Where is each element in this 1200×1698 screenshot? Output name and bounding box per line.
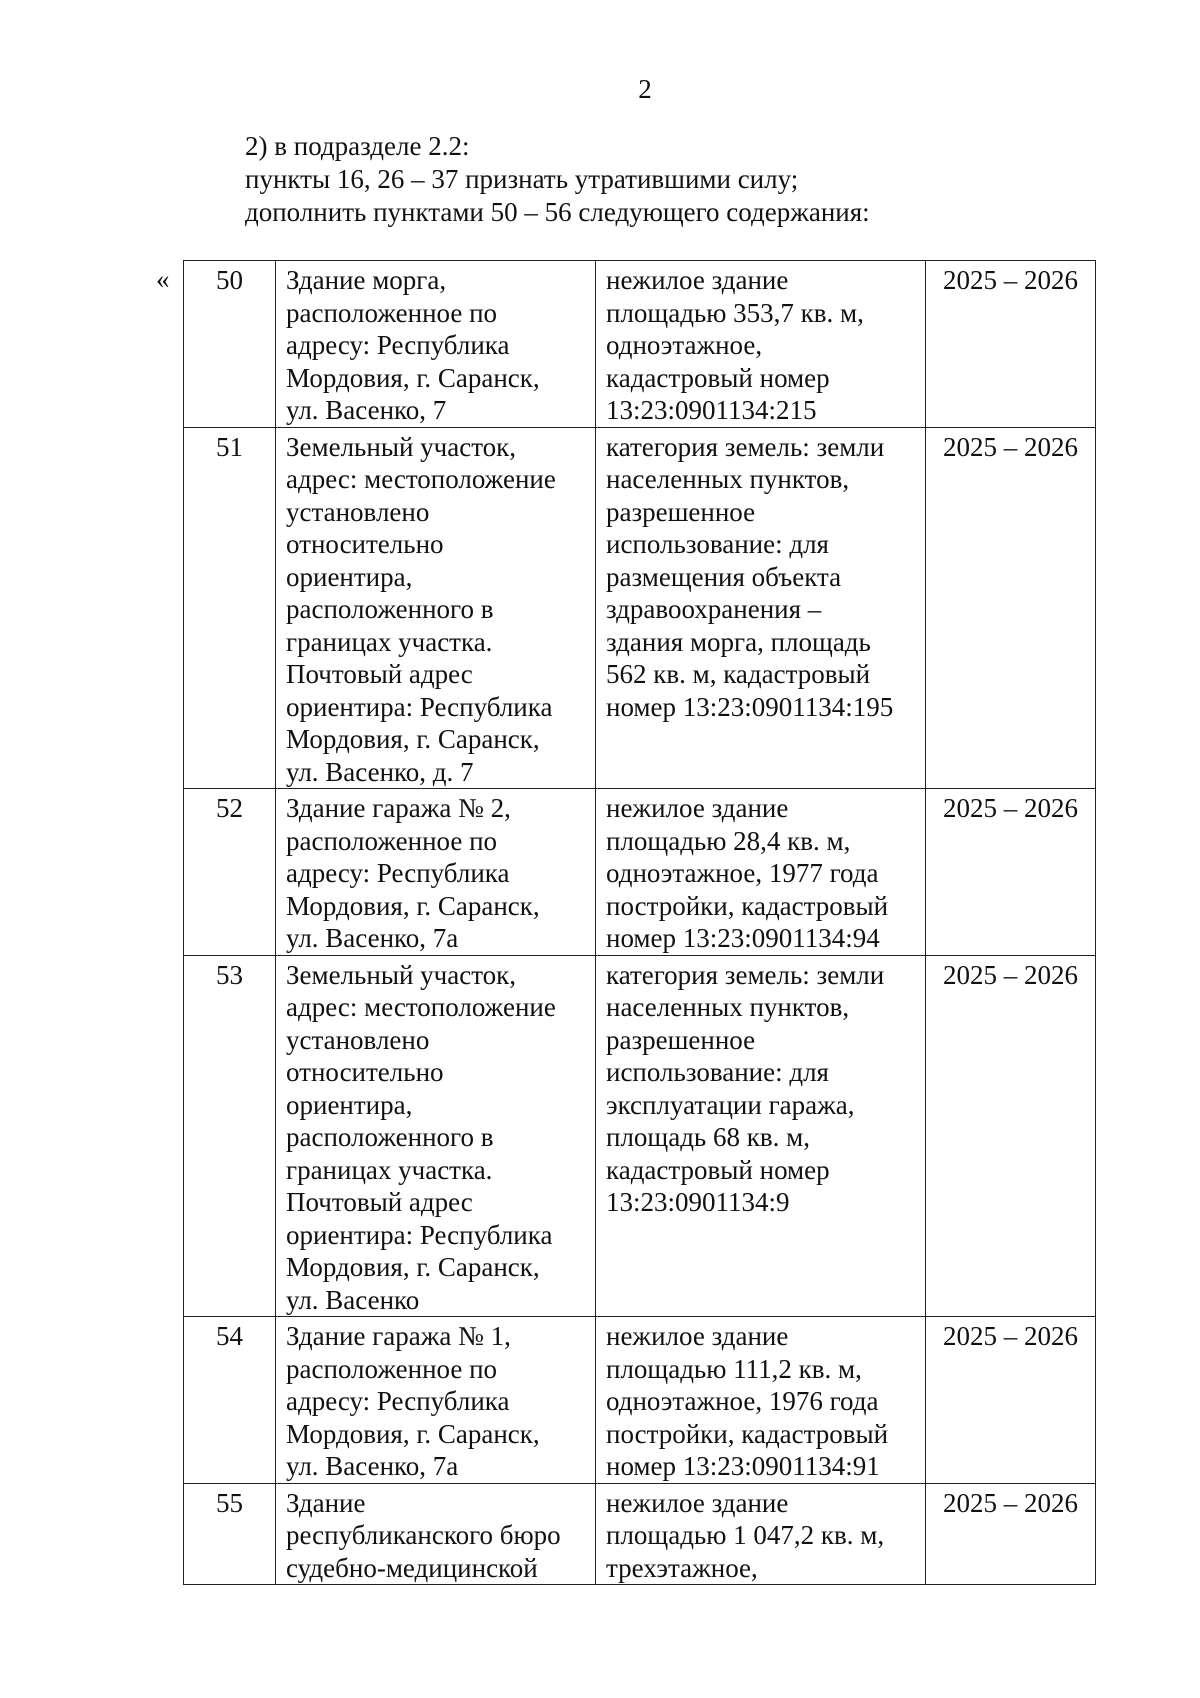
item-number: 50 [184,261,276,428]
item-description-line: эксплуатации гаража, [606,1089,855,1120]
item-name-line: ул. Васенко, 7а [286,923,459,953]
item-name-line: адрес: местоположение [286,992,556,1022]
intro-text [245,130,870,229]
item-name [276,1483,596,1585]
item-name-line: ориентира, [286,561,413,592]
item-description-line: площадью 353,7 кв. м, [606,297,864,328]
item-description-line: площадь 68 кв. м, [606,1122,810,1152]
item-description-line: 562 кв. м, кадастровый [606,659,871,689]
table-row [184,789,1096,956]
item-name-line: Почтовый адрес [286,659,473,689]
item-name-line: Мордовия, г. Саранск, [286,724,540,754]
item-description-line: нежилое здание [606,1487,789,1518]
item-name-line: установлено [286,496,430,527]
item-name-line: ориентира, [286,1089,413,1120]
item-description-line: кадастровый номер [606,1154,830,1185]
item-name-line: Мордовия, г. Саранск, [286,1418,540,1449]
item-description-line: площадью 1 047,2 кв. м, [606,1520,885,1550]
item-description-line: постройки, кадастровый [606,890,889,921]
item-name-line: ул. Васенко, 7а [286,1451,459,1481]
table-row [184,261,1096,428]
item-name-line: Мордовия, г. Саранск, [286,1252,540,1282]
item-name-line: ориентира: Республика [286,691,553,722]
item-years: 2025 – 2026 [926,261,1096,428]
item-name-line: Почтовый адрес [286,1187,473,1217]
item-description [596,427,926,789]
item-description-line: размещения объекта [606,561,842,592]
item-name-line: относительно [286,529,444,559]
item-description [596,789,926,956]
items-table [183,260,1096,1585]
item-name-line: расположенного в [286,1122,494,1152]
item-description-line: кадастровый номер [606,362,830,393]
item-name-line: ориентира: Республика [286,1219,553,1250]
table-row [184,1317,1096,1484]
item-name-line: республиканского бюро [286,1520,561,1550]
item-description-line: площадью 28,4 кв. м, [606,825,851,856]
item-description-line: нежилое здание [606,793,789,823]
item-description-line: разрешенное [606,1024,756,1055]
item-description-line: категория земель: земли [606,959,885,990]
item-description-line: нежилое здание [606,265,789,295]
item-name-line: границах участка. [286,626,493,657]
table-row [184,427,1096,789]
item-years: 2025 – 2026 [926,789,1096,956]
intro-line-2: пункты 16, 26 – 37 признать утратившими силу; [245,164,799,194]
opening-quote: « [156,264,170,294]
item-description-line: 13:23:0901134:9 [606,1187,790,1217]
item-number: 52 [184,789,276,956]
item-years: 2025 – 2026 [926,955,1096,1317]
item-name-line: Здание гаража № 1, [286,1321,511,1351]
item-name-line: Мордовия, г. Саранск, [286,890,540,921]
item-name-line: Мордовия, г. Саранск, [286,362,540,393]
item-name-line: установлено [286,1024,430,1055]
item-description-line: здравоохранения – [606,594,822,624]
item-number: 54 [184,1317,276,1484]
item-number: 51 [184,427,276,789]
item-description-line: использование: для [606,529,829,559]
item-number: 53 [184,955,276,1317]
item-description-line: населенных пунктов, [606,992,850,1022]
item-years: 2025 – 2026 [926,1317,1096,1484]
item-name-line: ул. Васенко, 7 [286,395,447,425]
item-name [276,789,596,956]
item-description-line: категория земель: земли [606,431,885,462]
item-description-line: здания морга, площадь [606,626,871,657]
item-name-line: расположенного в [286,594,494,624]
table-row [184,955,1096,1317]
item-name-line: адресу: Республика [286,858,510,888]
item-name-line: ул. Васенко, д. 7 [286,756,474,787]
table-row [184,1483,1096,1585]
item-description-line: трехэтажное, [606,1552,758,1583]
item-description-line: населенных пунктов, [606,464,850,494]
item-description [596,261,926,428]
item-name-line: расположенное по [286,825,498,856]
item-description-line: номер 13:23:0901134:195 [606,691,894,722]
item-name-line: Земельный участок, [286,959,517,990]
item-description [596,1483,926,1585]
item-name-line: адрес: местоположение [286,464,556,494]
item-description-line: разрешенное [606,496,756,527]
item-description-line: нежилое здание [606,1321,789,1351]
item-description-line: 13:23:0901134:215 [606,395,817,425]
item-description-line: площадью 111,2 кв. м, [606,1353,862,1384]
item-description-line: номер 13:23:0901134:94 [606,923,880,953]
item-name-line: границах участка. [286,1154,493,1185]
item-name-line: Здание гаража № 2, [286,793,511,823]
item-description [596,955,926,1317]
item-name-line: расположенное по [286,297,498,328]
item-number: 55 [184,1483,276,1585]
item-years: 2025 – 2026 [926,1483,1096,1585]
item-name [276,1317,596,1484]
item-name-line: судебно-медицинской [286,1552,538,1583]
intro-line-1: 2) в подразделе 2.2: [245,131,470,161]
item-name [276,955,596,1317]
item-name [276,261,596,428]
intro-line-3: дополнить пунктами 50 – 56 следующего содержания: [245,197,870,227]
item-description [596,1317,926,1484]
item-name-line: Здание морга, [286,265,447,295]
item-name-line: расположенное по [286,1353,498,1384]
item-description-line: использование: для [606,1057,829,1087]
item-name-line: адресу: Республика [286,330,510,360]
item-years: 2025 – 2026 [926,427,1096,789]
item-name-line: адресу: Республика [286,1386,510,1416]
item-name-line: ул. Васенко [286,1284,420,1315]
page-number: 2 [638,74,652,104]
item-name-line: относительно [286,1057,444,1087]
item-name [276,427,596,789]
item-description-line: одноэтажное, 1976 года [606,1386,879,1416]
item-name-line: Земельный участок, [286,431,517,462]
item-name-line: Здание [286,1487,366,1518]
item-description-line: номер 13:23:0901134:91 [606,1451,880,1481]
item-description-line: постройки, кадастровый [606,1418,889,1449]
item-description-line: одноэтажное, [606,330,763,360]
item-description-line: одноэтажное, 1977 года [606,858,879,888]
